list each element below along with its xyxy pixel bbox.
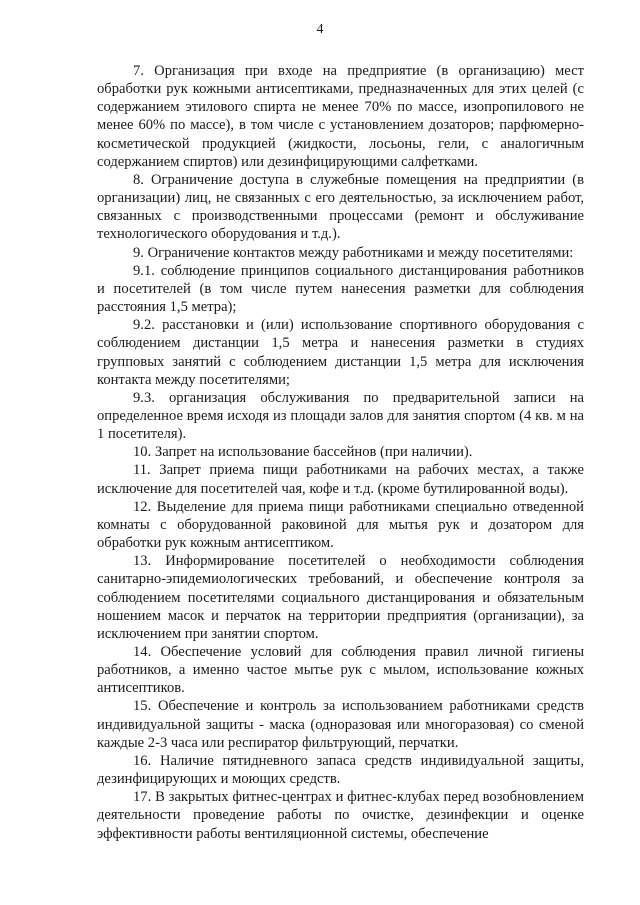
document-body (97, 62, 584, 843)
paragraph-7: 7. Организация при входе на предприятие (в организацию) мест обработки рук кожными антисептиками, предназначенных для этих целей (с содержанием этилового спирта не менее 70% по массе, изопропилового не менее 60% по массе), в том числе с установлением дозаторов; парфюмерно-косметической продукцией (жидкости, лосьоны, гели, с аналогичным содержанием спиртов) или дезинфицирующими салфетками. (97, 63, 584, 170)
paragraph-9: 9. Ограничение контактов между работниками и между посетителями: (133, 244, 574, 261)
page-number: 4 (316, 22, 324, 37)
paragraph-15: 15. Обеспечение и контроль за использованием работниками средств индивидуальной защиты - маска (одноразовая или многоразовая) со сменой каждые 2-3 часа или респиратор фильтрующий, перчатки. (97, 698, 584, 751)
paragraph-12: 12. Выделение для приема пищи работниками специально отведенной комнаты с оборудованной раковиной для мытья рук и дозатором для обработки рук кожным антисептиком. (97, 498, 584, 552)
paragraph-16: 16. Наличие пятидневного запаса средств индивидуальной защиты, дезинфицирующих и моющих средств. (97, 752, 584, 788)
paragraph-9-1: 9.1. соблюдение принципов социального дистанцирования работников и посетителей (в том числе путем нанесения разметки для соблюдения расстояния 1,5 метра); (97, 262, 584, 316)
paragraph-11: 11. Запрет приема пищи работниками на рабочих местах, а также исключение для посетителей чая, кофе и т.д. (кроме бутилированной воды). (97, 462, 584, 497)
paragraph-13: 13. Информирование посетителей о необходимости соблюдения санитарно-эпидемиологических требований, и обеспечение контроля за соблюдением посетителями социального дистанцирования и обязательным ношением масок и перчаток на территории предприятия (организации), за исключением при занятии спортом. (97, 553, 584, 642)
paragraph-17: 17. В закрытых фитнес-центрах и фитнес-клубах перед возобновлением деятельности проведение работы по очистке, дезинфекции и оценке эффективности работы вентиляционной системы, обеспечение (97, 789, 584, 842)
paragraph-8: 8. Ограничение доступа в служебные помещения на предприятии (в организации) лиц, не связанных с его деятельностью, за исключением работ, связанных с производственными процессами (ремонт и обслуживание технологического оборудования и т.д.). (97, 171, 584, 243)
paragraph-10: 10. Запрет на использование бассейнов (при наличии). (133, 444, 473, 461)
paragraph-9-3: 9.3. организация обслуживания по предварительной записи на определенное время исходя из площади залов для занятия спортом (4 кв. м на 1 посетителя). (97, 389, 584, 443)
paragraph-9-2: 9.2. расстановки и (или) использование спортивного оборудования с соблюдением дистанции 1,5 метра и нанесения разметки в студиях групповых занятий с соблюдением дистанции 1,5 метра для исключения контакта между посетителями; (97, 317, 584, 388)
paragraph-14: 14. Обеспечение условий для соблюдения правил личной гигиены работников, а именно частое мытье рук с мылом, использование кожных антисептиков. (97, 644, 584, 697)
